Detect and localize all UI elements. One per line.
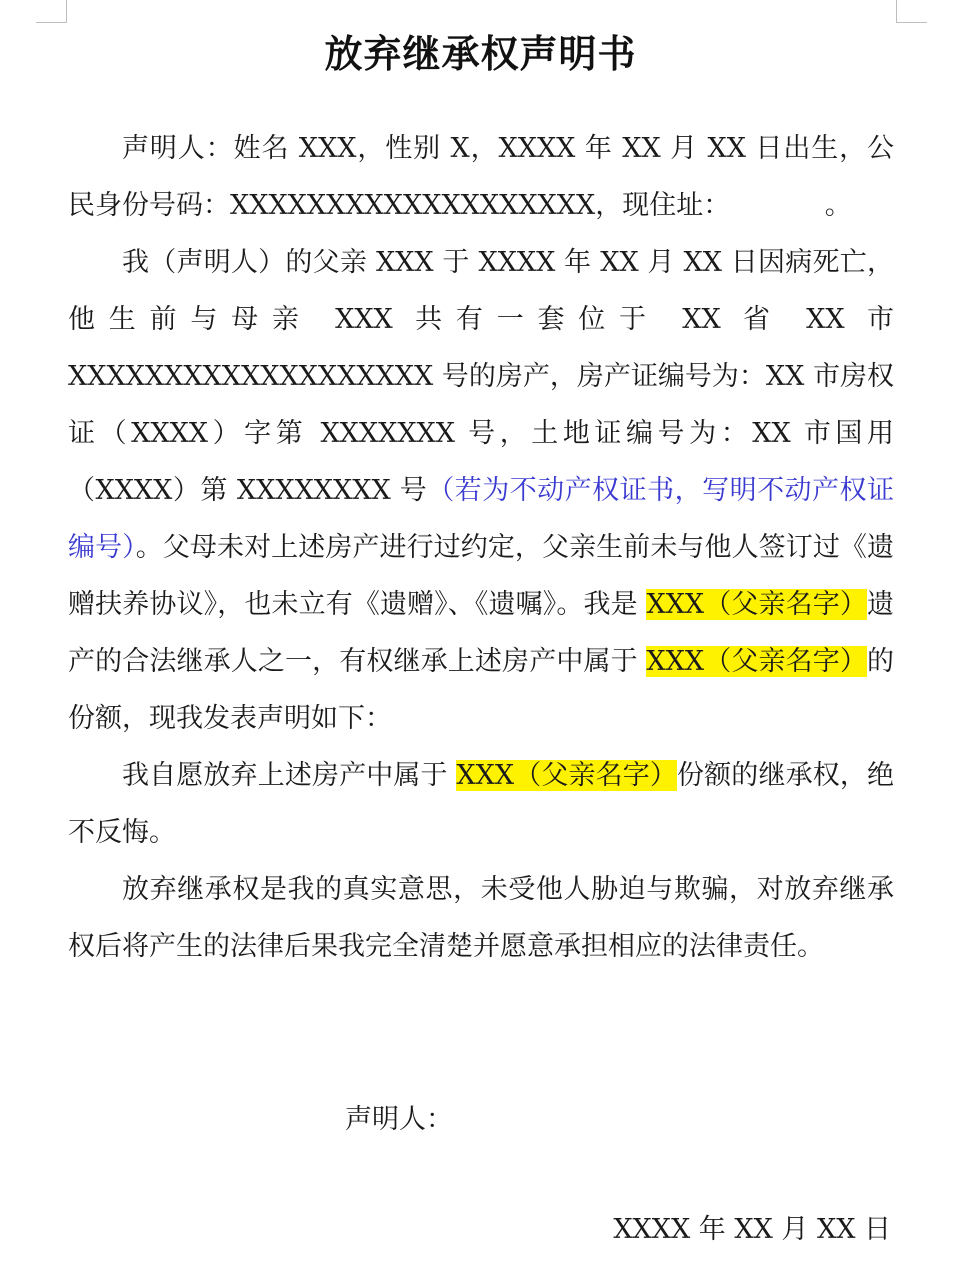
renunciation-text-1: 我自愿放弃上述房产中属于	[122, 760, 457, 791]
paragraph-renunciation	[68, 747, 894, 861]
renunciation-text-2: 份额的继承权，绝不反悔。	[68, 760, 894, 848]
paragraph-voluntary: 放弃继承权是我的真实意思，未受他人胁迫与欺骗，对放弃继承权后将产生的法律后果我完全清楚并愿意承担相应的法律责任。	[68, 874, 894, 962]
paragraph-declarant-info: 声明人：姓名 XXX，性别 X，XXXX 年 XX 月 XX 日出生，公民身份号码：XXXXXXXXXXXXXXXXXXX，现住址： 。	[68, 133, 894, 221]
highlight-father-name-2: XXX（父亲名字）	[646, 646, 867, 677]
document-body	[68, 120, 894, 975]
crop-mark-top-left	[36, 0, 67, 23]
property-text-1: 我（声明人）的父亲 XXX 于 XXXX 年 XX 月 XX 日因病死亡，他生前与母亲 XXX 共有一套位于 XX 省 XX 市 XXXXXXXXXXXXXXXXXXX 号的房产，房产证编号为：XX 市房权证（XXXX）字第 XXXXXXX 号，土地证编号为：XX 市国用（XXXX）第 XXXXXXXX 号	[68, 247, 894, 506]
signature-date: XXXX 年 XX 月 XX 日	[613, 1214, 891, 1245]
highlight-father-name-1: XXX（父亲名字）	[646, 589, 867, 620]
document-title: 放弃继承权声明书	[324, 31, 637, 76]
signature-label: 声明人：	[345, 1104, 453, 1135]
crop-mark-top-right	[896, 0, 927, 23]
property-text-2: 。父母未对上述房产进行过约定，父亲生前未与他人签订过《遗赠扶养协议》，也未立有《遗赠》、《遗嘱》。我是	[68, 532, 894, 620]
property-text-4: 的份额，现我发表声明如下：	[68, 646, 894, 734]
paragraph-property-info	[68, 234, 894, 747]
highlight-father-name-3: XXX（父亲名字）	[456, 760, 678, 791]
property-text-3: 遗产的合法继承人之一，有权继承上述房产中属于	[68, 589, 894, 677]
property-note: （若为不动产权证书，写明不动产权证编号）	[68, 475, 895, 563]
